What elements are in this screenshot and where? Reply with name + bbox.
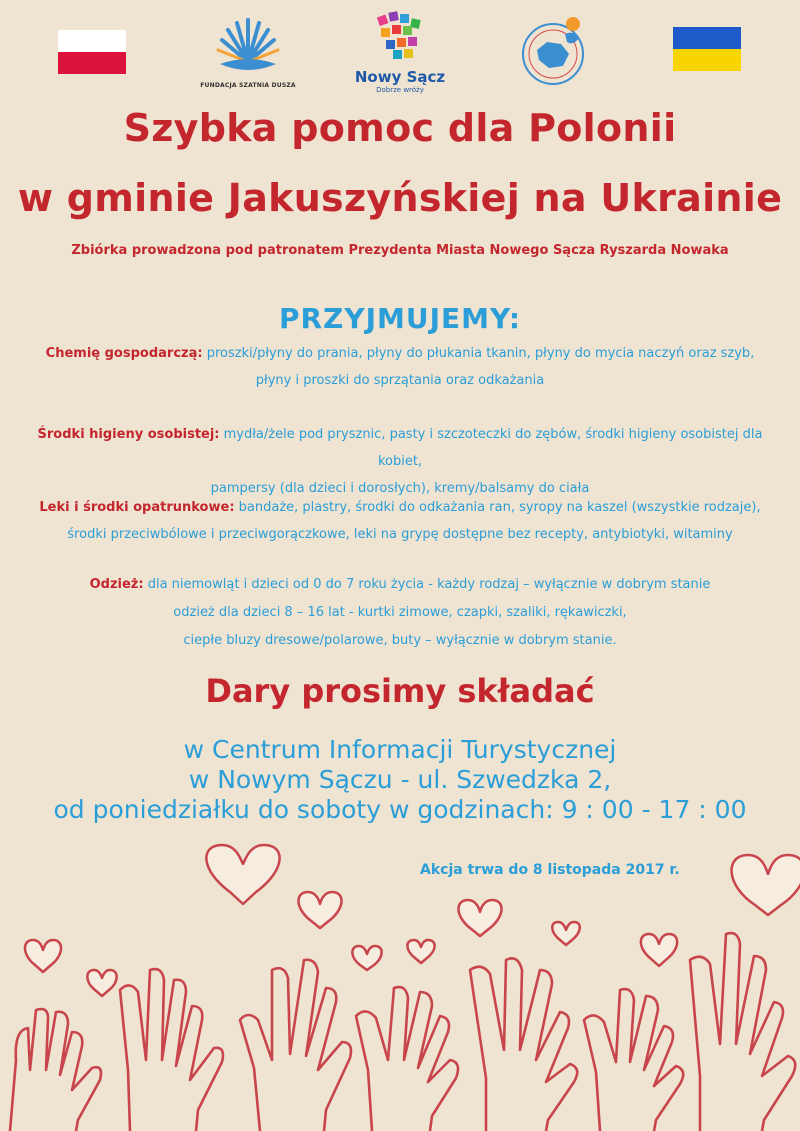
polonia-association-logo xyxy=(515,12,593,92)
donation-address xyxy=(0,735,800,825)
accept-item-label: Odzież: xyxy=(89,577,144,592)
deadline-note: Akcja trwa do 8 listopada 2017 r. xyxy=(420,862,680,878)
address-line: od poniedziałku do soboty w godzinach: 9 : 00 - 17 : 00 xyxy=(53,795,747,824)
city-logo-tagline: Dobrze wróży xyxy=(376,86,424,94)
ukraine-flag-icon xyxy=(673,27,741,71)
heart-icon xyxy=(552,922,580,945)
accept-item-medicine xyxy=(20,494,780,548)
subtitle: Zbiórka prowadzona pod patronatem Prezydenta Miasta Nowego Sącza Ryszarda Nowaka xyxy=(71,243,729,258)
polonia-emblem-icon xyxy=(515,12,593,88)
title-line-2: w gminie Jakuszyńskiej na Ukrainie xyxy=(17,176,783,220)
fundacja-logo xyxy=(198,18,298,89)
heart-icon xyxy=(298,892,341,928)
heart-icon xyxy=(87,970,116,996)
hand-icon xyxy=(690,933,795,1131)
address-line: w Nowym Sączu - ul. Szwedzka 2, xyxy=(188,765,612,794)
accept-item-label: Chemię gospodarczą: xyxy=(45,346,203,361)
heart-icon xyxy=(732,855,800,915)
heart-icon xyxy=(206,845,279,904)
accept-item-text: mydła/żele pod prysznic, pasty i szczoteczki do zębów, środki higieny osobistej dla kobiet, xyxy=(219,427,763,469)
accept-item-text: proszki/płyny do prania, płyny do płukania tkanin, płyny do mycia naczyń oraz szyb, xyxy=(202,346,755,361)
accept-item-clothing xyxy=(20,571,780,655)
accept-item-text: ciepłe bluzy dresowe/polarowe, buty – wyłącznie w dobrym stanie. xyxy=(183,633,617,648)
hand-icon xyxy=(584,989,683,1131)
accept-item-text: dla niemowląt i dzieci od 0 do 7 roku życia - każdy rodzaj – wyłącznie w dobrym stanie xyxy=(143,577,711,592)
heart-icon xyxy=(352,946,381,970)
accept-heading: PRZYJMUJEMY: xyxy=(278,302,522,335)
heart-icon xyxy=(641,934,677,966)
accept-item-label: Leki i środki opatrunkowe: xyxy=(39,500,235,515)
accept-item-text: płyny i proszki do sprzątania oraz odkażania xyxy=(255,373,545,388)
hand-icon xyxy=(470,958,577,1131)
hand-icon xyxy=(356,987,458,1131)
accept-item-text: środki przeciwbólowe i przeciwgorączkowe, leki na grypę dostępne bez recepty, antybiotyki, witaminy xyxy=(67,527,733,542)
title-line-1: Szybka pomoc dla Polonii xyxy=(123,106,677,150)
accept-item-text: bandaże, plastry, środki do odkażania ran, syropy na kaszel (wszystkie rodzaje), xyxy=(234,500,761,515)
nowy-sacz-logo xyxy=(350,10,450,94)
poland-flag-icon xyxy=(58,30,126,74)
shell-icon xyxy=(208,18,288,76)
heart-icon xyxy=(25,940,61,972)
hand-icon xyxy=(10,1009,101,1131)
hand-icon xyxy=(120,969,223,1131)
accept-item-hygiene xyxy=(20,421,780,502)
fundacja-caption: FUNDACJA SZATNIA DUSZA xyxy=(200,82,296,89)
hand-mosaic-icon xyxy=(372,10,428,62)
heart-icon xyxy=(458,900,501,936)
accept-item-text: pampersy (dla dzieci i dorosłych), kremy/balsamy do ciała xyxy=(210,481,590,496)
donation-heading: Dary prosimy składać xyxy=(205,672,595,710)
accept-item-chemicals xyxy=(20,340,780,394)
address-line: w Centrum Informacji Turystycznej xyxy=(183,735,617,764)
accept-item-label: Środki higieny osobistej: xyxy=(37,427,220,442)
heart-icon xyxy=(407,940,434,963)
hand-icon xyxy=(240,960,351,1131)
accept-item-text: odzież dla dzieci 8 – 16 lat - kurtki zimowe, czapki, szaliki, rękawiczki, xyxy=(173,605,627,620)
city-logo-name: Nowy Sącz xyxy=(354,68,446,86)
